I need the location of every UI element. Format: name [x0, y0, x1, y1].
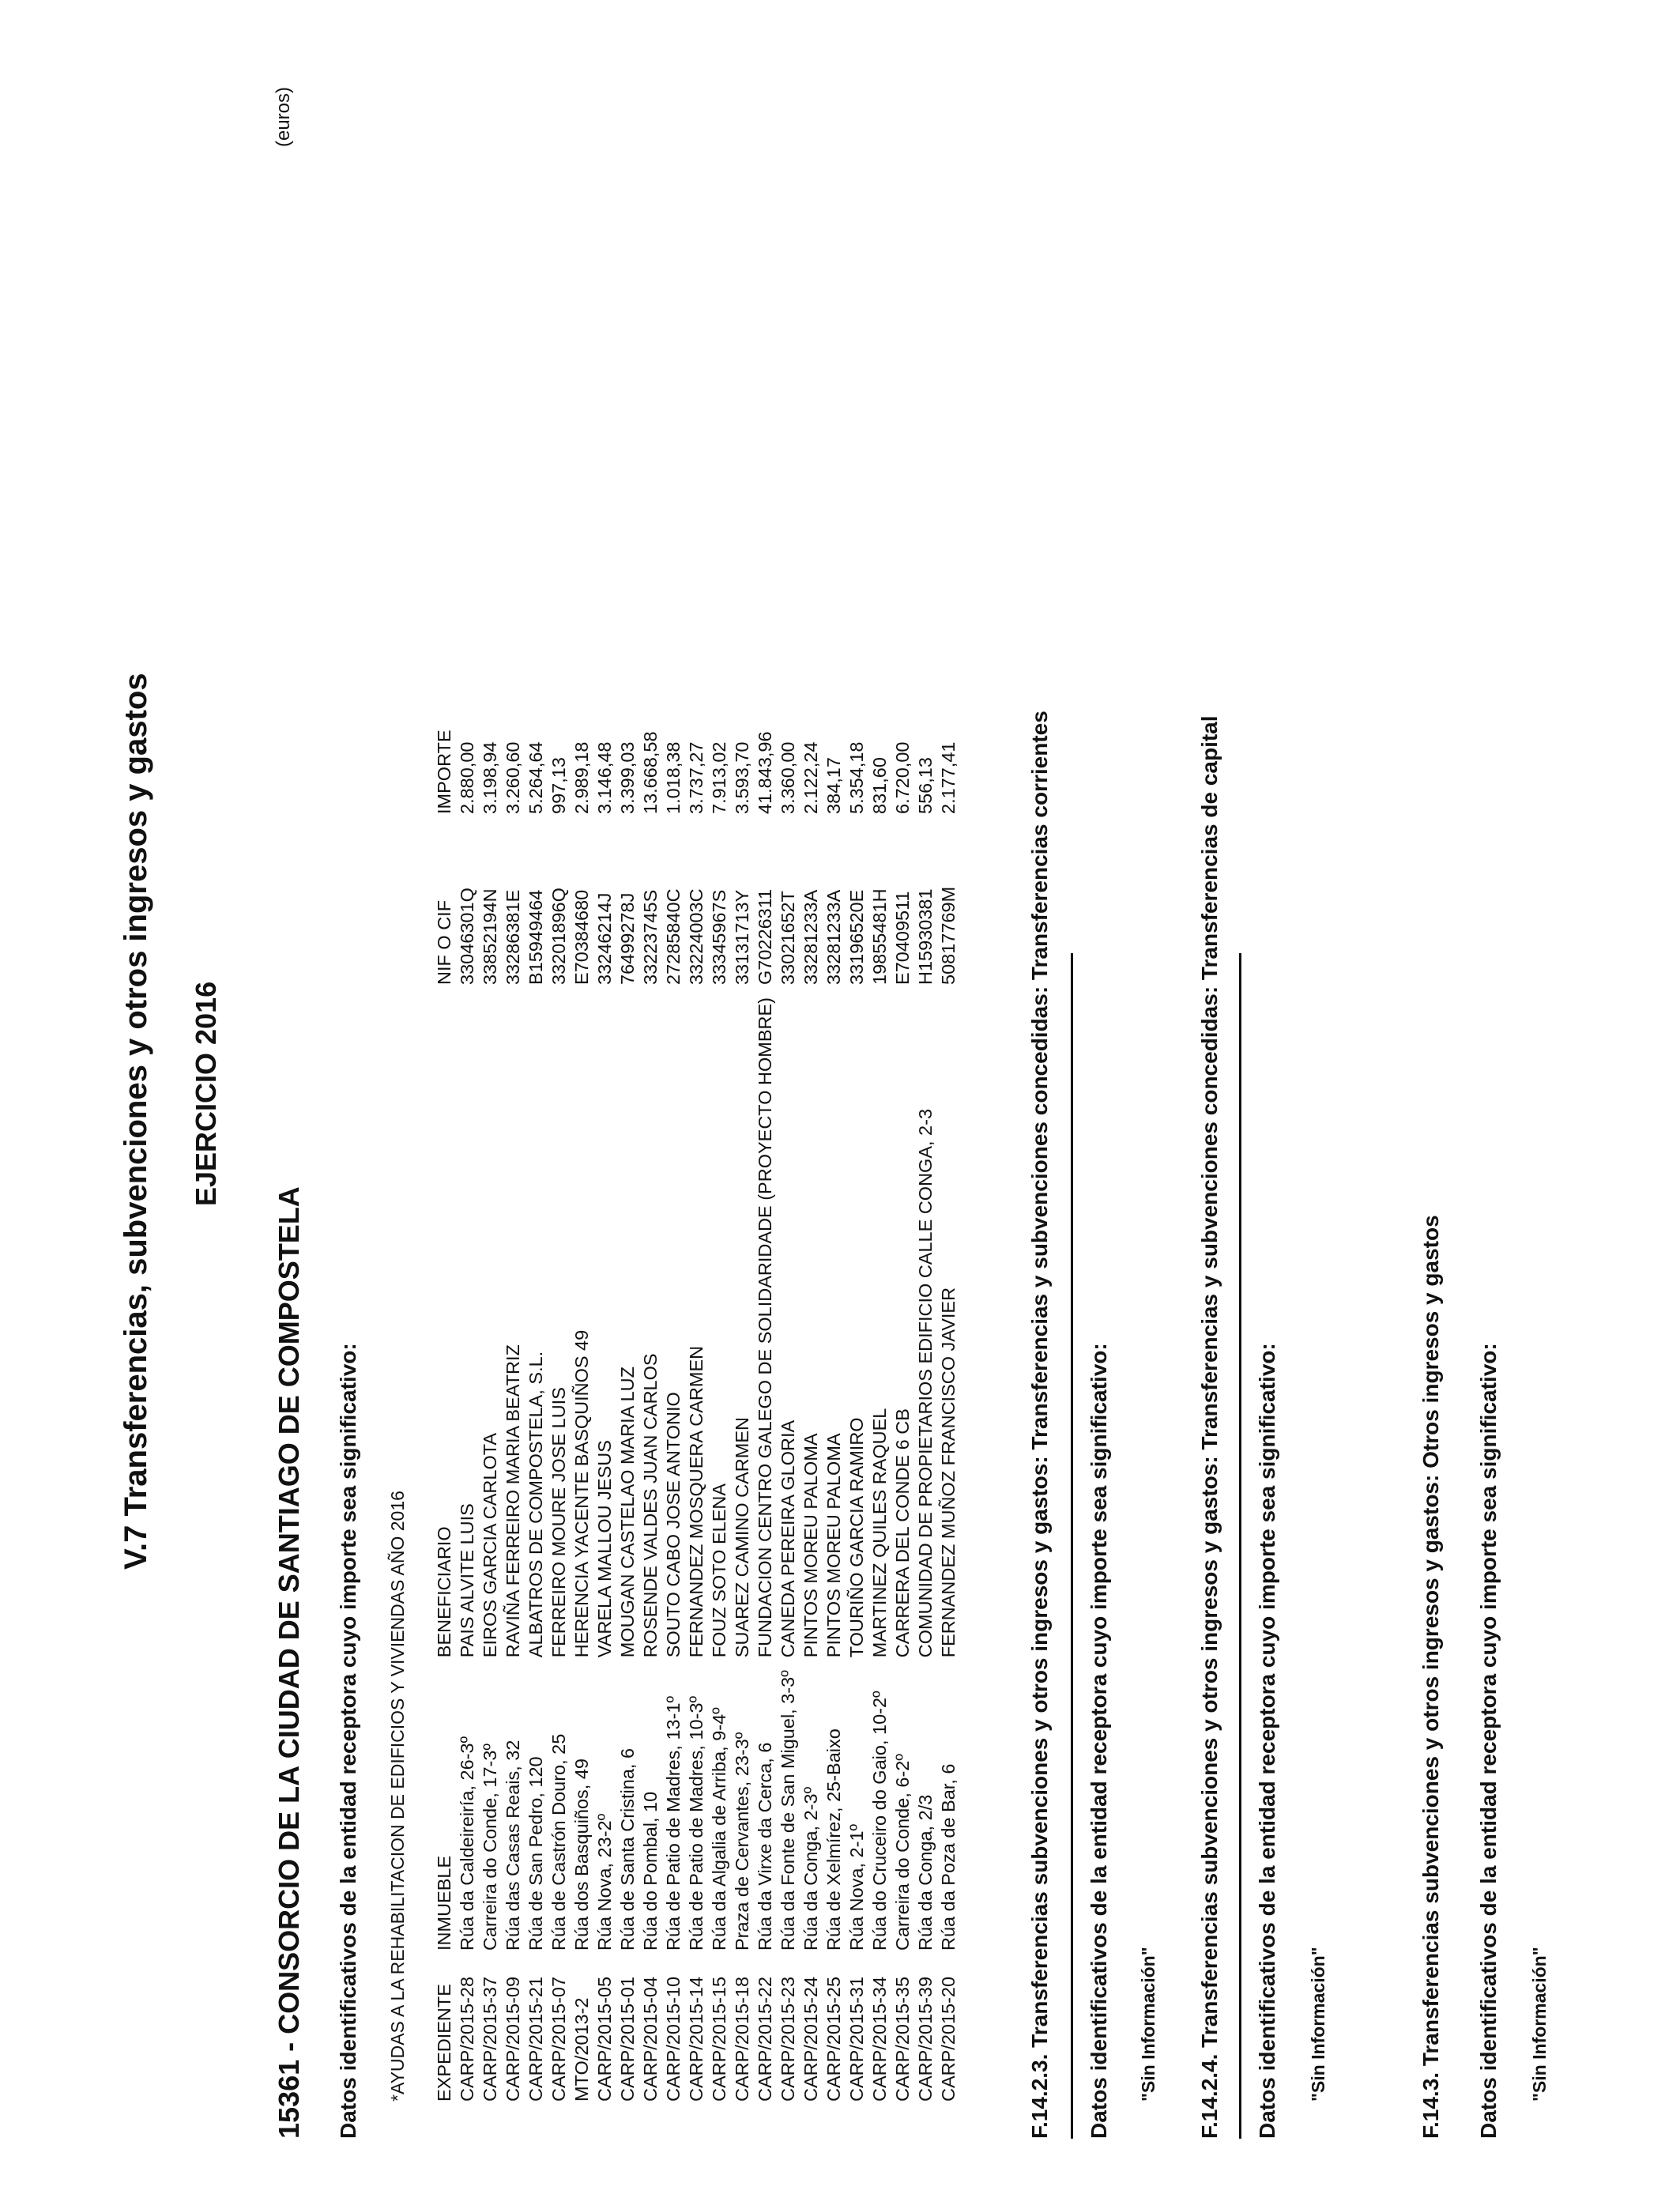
importe-cell: 997,13: [548, 757, 569, 814]
inmueble-cell: Carreira do Conde, 17-3º: [480, 1744, 500, 1951]
expediente-cell: CARP/2015-35: [892, 1976, 913, 2102]
beneficiario-cell: FOUZ SOTO ELENA: [709, 1483, 729, 1658]
table-row: [800, 691, 823, 2102]
expediente-cell: CARP/2015-10: [663, 1976, 684, 2102]
expediente-cell: CARP/2015-24: [800, 1976, 821, 2102]
nif-cell: 33131713Y: [732, 889, 752, 985]
table-row: [525, 691, 548, 2102]
beneficiario-cell: EIROS GARCIA CARLOTA: [480, 1432, 500, 1658]
inmueble-cell: Rúa do Cruceiro do Gaio, 10-2º: [869, 1691, 890, 1951]
expediente-cell: CARP/2015-21: [525, 1976, 546, 2102]
section-value: "Sin Información": [1138, 1947, 1158, 2102]
expediente-cell: CARP/2015-23: [778, 1976, 798, 2102]
beneficiario-cell: MARTINEZ QUILES RAQUEL: [869, 1408, 890, 1658]
inmueble-cell: Rúa Nova, 23-2º: [594, 1813, 615, 1951]
section-heading: F.14.3. Transferencias subvenciones y otros ingresos y gastos: Otros ingresos y gastos: [1418, 1215, 1443, 2139]
section-value: "Sin Información": [1308, 1947, 1328, 2102]
entity-name: 15361 - CONSORCIO DE LA CIUDAD DE SANTIAGO DE COMPOSTELA: [273, 1186, 305, 2139]
table-row: [662, 691, 685, 2102]
inmueble-cell: Rúa de Castrón Douro, 25: [548, 1733, 569, 1951]
importe-cell: 6.720,00: [892, 741, 913, 814]
table-row: [479, 691, 502, 2102]
intro-heading: Datos identificativos de la entidad receptora cuyo importe sea significativo:: [336, 1343, 360, 2139]
beneficiario-cell: HERENCIA YACENTE BASQUIÑOS 49: [571, 1329, 592, 1658]
expediente-cell: MTO/2013-2: [571, 1997, 592, 2102]
importe-cell: 2.880,00: [457, 741, 477, 814]
table-header-row: [433, 691, 456, 2102]
intro-subtitle: *AYUDAS A LA REHABILITACION DE EDIFICIOS Y VIVIENDAS AÑO 2016: [387, 1491, 408, 2102]
inmueble-cell: Rúa da Algalia de Arriba, 9-4º: [709, 1707, 729, 1951]
expediente-cell: CARP/2015-37: [480, 1976, 500, 2102]
expediente-cell: CARP/2015-14: [686, 1976, 706, 2102]
nif-cell: G70226311: [755, 888, 775, 985]
expediente-cell: CARP/2015-20: [938, 1976, 959, 2102]
inmueble-cell: Carreira do Conde, 6-2º: [892, 1754, 913, 1951]
importe-cell: 2.989,18: [571, 741, 592, 814]
inmueble-cell: Rúa de Santa Cristina, 6: [617, 1747, 638, 1951]
nif-cell: 33201896Q: [548, 888, 569, 985]
table-row: [777, 691, 800, 2102]
table-row: [846, 691, 868, 2102]
expediente-cell: CARP/2015-01: [617, 1976, 638, 2102]
inmueble-cell: Rúa da Conga, 2-3º: [800, 1786, 821, 1951]
exercise-year: EJERCICIO 2016: [190, 981, 222, 1206]
importe-cell: 384,17: [823, 757, 844, 814]
beneficiario-cell: COMUNIDAD DE PROPIETARIOS EDIFICIO CALLE CONGA, 2-3: [915, 1108, 936, 1658]
expediente-cell: CARP/2015-28: [457, 1976, 477, 2102]
importe-cell: 1.018,38: [663, 741, 684, 814]
importe-cell: 556,13: [915, 757, 936, 814]
expediente-cell: CARP/2015-07: [548, 1976, 569, 2102]
inmueble-cell: Rúa da Fonte de San Miguel, 3-3º: [778, 1670, 798, 1951]
inmueble-cell: Rúa dos Basquiños, 49: [571, 1759, 592, 1951]
nif-cell: E70384680: [571, 889, 592, 985]
inmueble-cell: Rúa da Conga, 2/3: [915, 1794, 936, 1951]
nif-cell: 33345967S: [709, 889, 729, 985]
divider: [1071, 953, 1073, 2139]
nif-cell: 33281233A: [823, 889, 844, 985]
nif-cell: H15930381: [915, 888, 936, 985]
importe-cell: 3.360,00: [778, 741, 798, 814]
column-header: NIF O CIF: [434, 899, 454, 985]
beneficiario-cell: PINTOS MOREU PALOMA: [800, 1433, 821, 1658]
importe-cell: 41.843,96: [755, 731, 775, 814]
inmueble-cell: Rúa da Virxe da Cerca, 6: [755, 1742, 775, 1951]
table-row: [891, 691, 914, 2102]
section-heading: F.14.2.4. Transferencias subvenciones y otros ingresos y gastos: Transferencias y subvenciones concedidas: Transferencias de capital: [1197, 715, 1222, 2139]
importe-cell: 3.399,03: [617, 741, 638, 814]
table-row: [616, 691, 639, 2102]
importe-cell: 3.593,70: [732, 741, 752, 814]
nif-cell: 19855481H: [869, 888, 890, 985]
grants-table: [433, 691, 960, 2102]
importe-cell: 2.177,41: [938, 741, 959, 814]
beneficiario-cell: FERNANDEZ MUÑOZ FRANCISCO JAVIER: [938, 1287, 959, 1658]
table-row: [639, 691, 662, 2102]
beneficiario-cell: FERNANDEZ MOSQUERA CARMEN: [686, 1345, 706, 1658]
expediente-cell: CARP/2015-15: [709, 1976, 729, 2102]
inmueble-cell: Praza de Cervantes, 23-3º: [732, 1732, 752, 1951]
beneficiario-cell: FUNDACION CENTRO GALEGO DE SOLIDARIDADE (PROYECTO HOMBRE): [755, 997, 775, 1658]
column-header: EXPEDIENTE: [434, 1984, 454, 2102]
table-row: [685, 691, 708, 2102]
nif-cell: 33021652T: [778, 891, 798, 985]
importe-cell: 7.913,02: [709, 741, 729, 814]
expediente-cell: CARP/2015-34: [869, 1976, 890, 2102]
beneficiario-cell: TOURIÑO GARCIA RAMIRO: [846, 1417, 867, 1658]
nif-cell: 33281233A: [800, 889, 821, 985]
table-row: [456, 691, 479, 2102]
nif-cell: 33286381E: [503, 889, 523, 985]
importe-cell: 3.260,60: [503, 741, 523, 814]
beneficiario-cell: VARELA MALLOU JESUS: [594, 1440, 615, 1658]
table-row: [548, 691, 571, 2102]
nif-cell: E70409511: [892, 891, 913, 985]
nif-cell: 33852194N: [480, 888, 500, 985]
nif-cell: 76499278J: [617, 892, 638, 985]
inmueble-cell: Rúa de Patio de Madres, 10-3º: [686, 1695, 706, 1951]
nif-cell: 50817769M: [938, 886, 959, 985]
nif-cell: B15949464: [525, 889, 546, 985]
section-label: Datos identificativos de la entidad receptora cuyo importe sea significativo:: [1087, 1343, 1111, 2139]
inmueble-cell: Rúa de Patio de Madres, 13-1º: [663, 1695, 684, 1951]
table-row: [731, 691, 754, 2102]
expediente-cell: CARP/2015-25: [823, 1976, 844, 2102]
table-row: [754, 691, 777, 2102]
inmueble-cell: Rúa da Poza de Bar, 6: [938, 1763, 959, 1951]
nif-cell: 33046301Q: [457, 888, 477, 985]
importe-cell: 831,60: [869, 757, 890, 814]
inmueble-cell: Rúa de Xelmírez, 25-Baixo: [823, 1728, 844, 1951]
nif-cell: 27285840C: [663, 888, 684, 985]
nif-cell: 33224003C: [686, 888, 706, 985]
table-row: [502, 691, 525, 2102]
importe-cell: 5.264,64: [525, 741, 546, 814]
section-label: Datos identificativos de la entidad receptora cuyo importe sea significativo:: [1476, 1343, 1501, 2139]
nif-cell: 33196520E: [846, 889, 867, 985]
expediente-cell: CARP/2015-22: [755, 1976, 775, 2102]
column-header: BENEFICIARIO: [434, 1526, 454, 1658]
expediente-cell: CARP/2015-18: [732, 1976, 752, 2102]
table-row: [868, 691, 891, 2102]
beneficiario-cell: ROSENDE VALDES JUAN CARLOS: [640, 1353, 661, 1658]
column-header: IMPORTE: [434, 729, 454, 814]
beneficiario-cell: CARRERA DEL CONDE 6 CB: [892, 1408, 913, 1658]
expediente-cell: CARP/2015-31: [846, 1976, 867, 2102]
beneficiario-cell: PAIS ALVITE LUIS: [457, 1503, 477, 1658]
divider: [1239, 953, 1241, 2139]
column-header: INMUEBLE: [434, 1855, 454, 1951]
beneficiario-cell: PINTOS MOREU PALOMA: [823, 1433, 844, 1658]
beneficiario-cell: CANEDA PEREIRA GLORIA: [778, 1419, 798, 1658]
page-title: V.7 Transferencias, subvenciones y otros ingresos y gastos: [119, 673, 153, 1570]
inmueble-cell: Rúa da Caldeireiría, 26-3º: [457, 1736, 477, 1951]
table-row: [823, 691, 846, 2102]
table-row: [571, 691, 593, 2102]
expediente-cell: CARP/2015-09: [503, 1976, 523, 2102]
importe-cell: 3.198,94: [480, 741, 500, 814]
importe-cell: 3.146,48: [594, 741, 615, 814]
importe-cell: 13.668,58: [640, 731, 661, 814]
beneficiario-cell: MOUGAN CASTELAO MARIA LUZ: [617, 1366, 638, 1658]
inmueble-cell: Rúa Nova, 2-1º: [846, 1823, 867, 1951]
beneficiario-cell: FERREIRO MOURE JOSE LUIS: [548, 1387, 569, 1658]
inmueble-cell: Rúa das Casas Reais, 32: [503, 1740, 523, 1951]
inmueble-cell: Rúa de San Pedro, 120: [525, 1756, 546, 1951]
beneficiario-cell: SOUTO CABO JOSE ANTONIO: [663, 1392, 684, 1658]
nif-cell: 33223745S: [640, 889, 661, 985]
section-heading: F.14.2.3. Transferencias subvenciones y otros ingresos y gastos: Transferencias y subvenciones concedidas: Transferencias corrientes: [1027, 711, 1052, 2139]
nif-cell: 33246214J: [594, 892, 615, 985]
expediente-cell: CARP/2015-39: [915, 1976, 936, 2102]
importe-cell: 5.354,18: [846, 741, 867, 814]
section-value: "Sin Información": [1529, 1947, 1550, 2102]
units-label: (euros): [273, 86, 294, 147]
table-row: [593, 691, 616, 2102]
table-row: [937, 691, 960, 2102]
section-label: Datos identificativos de la entidad receptora cuyo importe sea significativo:: [1255, 1343, 1279, 2139]
beneficiario-cell: ALBATROS DE COMPOSTELA, S.L.: [525, 1351, 546, 1658]
inmueble-cell: Rúa do Pombal, 10: [640, 1791, 661, 1951]
expediente-cell: CARP/2015-04: [640, 1976, 661, 2102]
beneficiario-cell: SUAREZ CAMINO CARMEN: [732, 1417, 752, 1658]
expediente-cell: CARP/2015-05: [594, 1976, 615, 2102]
importe-cell: 3.737,27: [686, 741, 706, 814]
table-row: [914, 691, 937, 2102]
importe-cell: 2.122,24: [800, 741, 821, 814]
table-row: [708, 691, 731, 2102]
beneficiario-cell: RAVIÑA FERREIRO MARIA BEATRIZ: [503, 1344, 523, 1658]
